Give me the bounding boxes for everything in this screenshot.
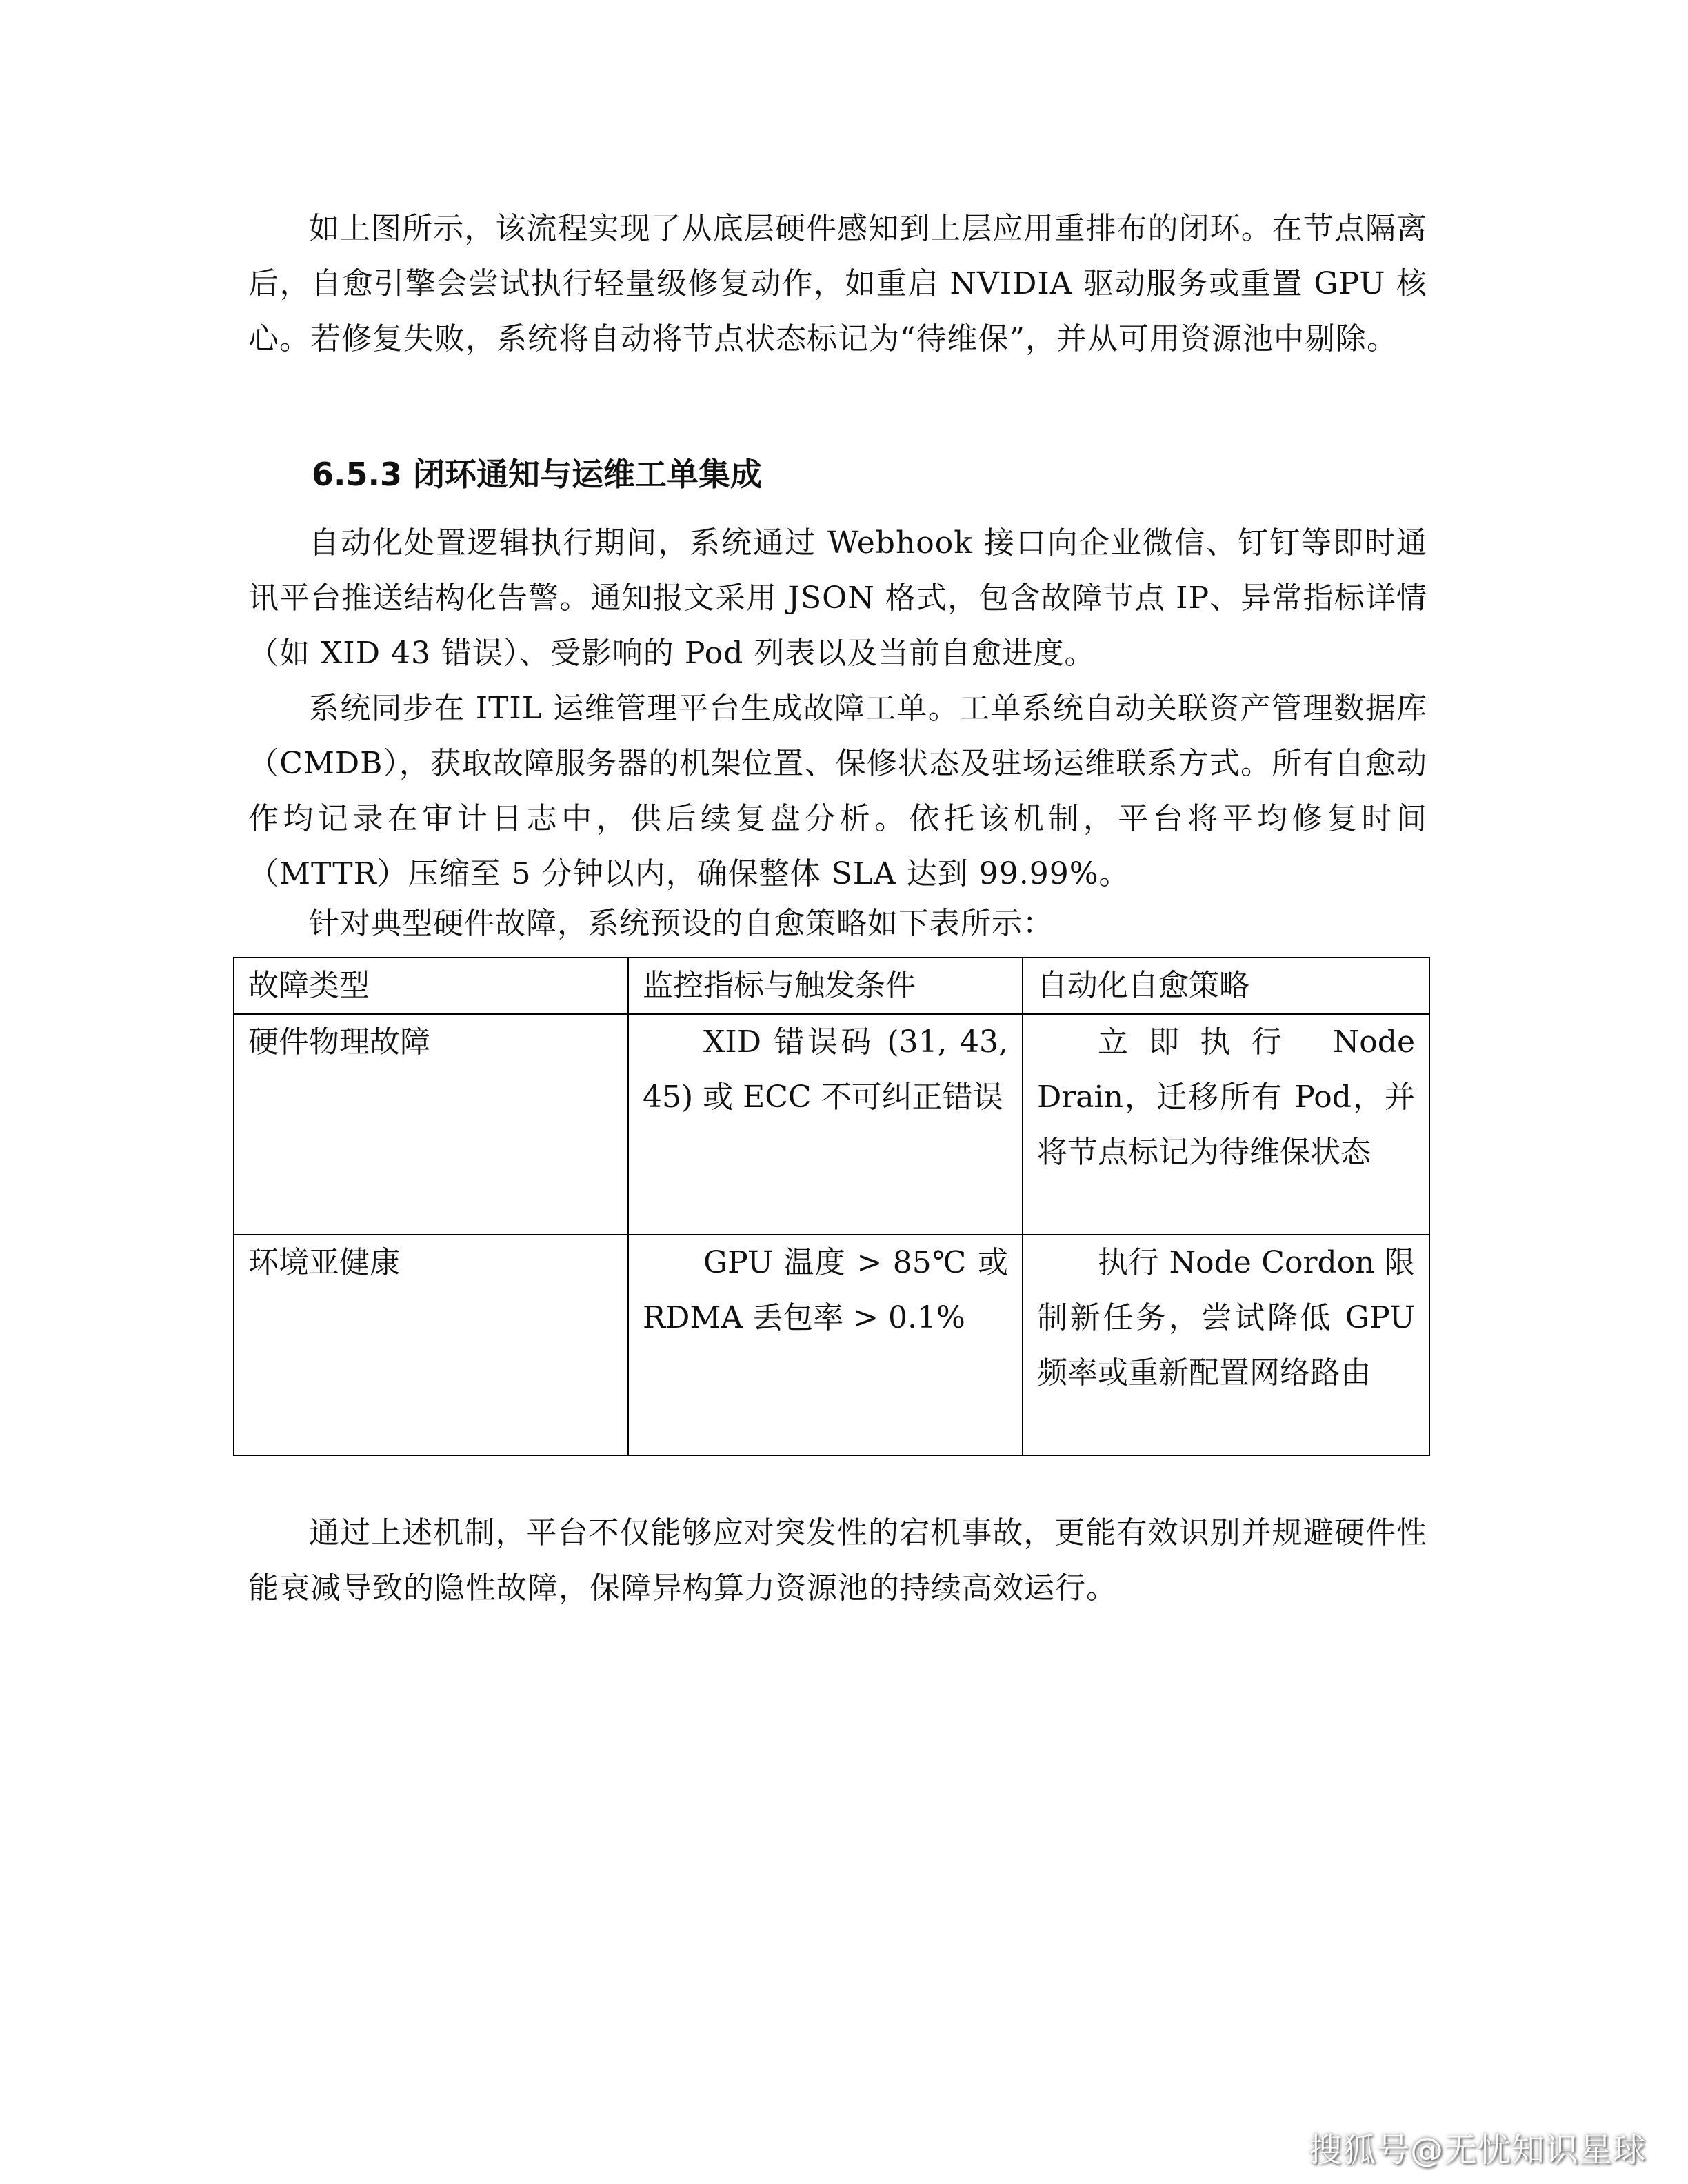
paragraph-closed-loop-summary: 如上图所示，该流程实现了从底层硬件感知到上层应用重排布的闭环。在节点隔离后，自愈引擎会尝试执行轻量级修复动作，如重启 NVIDIA 驱动服务或重置 GPU 核心。若修复失败，系统将自动将节点状态标记为“待维保”，并从可用资源池中剔除。 (248, 211, 1427, 356)
paragraph-webhook-notification: 自动化处置逻辑执行期间，系统通过 Webhook 接口向企业微信、钉钉等即时通讯平台推送结构化告警。通知报文采用 JSON 格式，包含故障节点 IP、异常指标详情（如 XID 43 错误）、受影响的 Pod 列表以及当前自愈进度。 (248, 525, 1427, 671)
cell-trigger-condition: GPU 温度 > 85℃ 或 RDMA 丢包率 > 0.1% (628, 1235, 1023, 1455)
cell-fault-type: 环境亚健康 (234, 1235, 628, 1455)
cell-trigger-condition: XID 错误码 (31, 43, 45) 或 ECC 不可纠正错误 (628, 1014, 1023, 1235)
paragraph-conclusion: 通过上述机制，平台不仅能够应对突发性的宕机事故，更能有效识别并规避硬件性能衰减导致的隐性故障，保障异构算力资源池的持续高效运行。 (248, 1515, 1427, 1606)
cell-fault-type: 硬件物理故障 (234, 1014, 628, 1235)
cell-healing-strategy: 执行 Node Cordon 限制新任务，尝试降低 GPU 频率或重新配置网络路由 (1023, 1235, 1429, 1455)
cell-healing-strategy: 立即执行 Node Drain，迁移所有 Pod，并将节点标记为待维保状态 (1023, 1014, 1429, 1235)
header-trigger-condition: 监控指标与触发条件 (628, 958, 1023, 1014)
self-healing-policy-table (233, 957, 1430, 1456)
table-row (234, 1014, 1429, 1235)
source-watermark: 搜狐号@无忧知识星球 (1308, 2131, 1647, 2170)
section-heading: 6.5.3 闭环通知与运维工单集成 (312, 456, 762, 493)
paragraph-table-intro: 针对典型硬件故障，系统预设的自愈策略如下表所示： (309, 906, 1054, 941)
paragraph-itil-ticket: 系统同步在 ITIL 运维管理平台生成故障工单。工单系统自动关联资产管理数据库（CMDB），获取故障服务器的机架位置、保修状态及驻场运维联系方式。所有自愈动作均记录在审计日志中，供后续复盘分析。依托该机制，平台将平均修复时间（MTTR）压缩至 5 分钟以内，确保整体 SLA 达到 99.99%。 (248, 691, 1427, 891)
header-healing-strategy: 自动化自愈策略 (1023, 958, 1429, 1014)
header-fault-type: 故障类型 (234, 958, 628, 1014)
table-header-row (234, 958, 1429, 1014)
table-row (234, 1235, 1429, 1455)
